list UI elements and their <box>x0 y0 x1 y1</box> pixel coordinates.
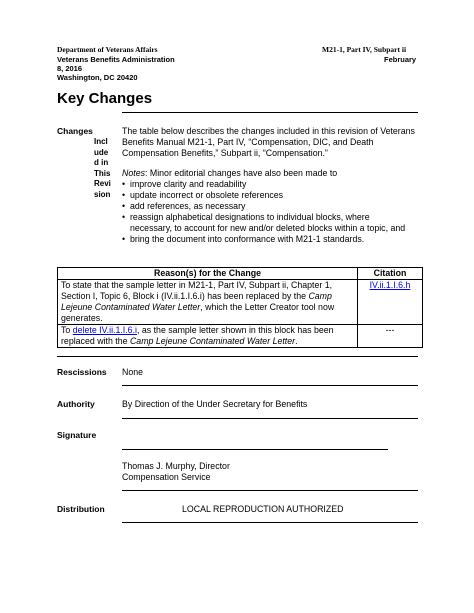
list-item: • add references, as necessary <box>122 201 410 212</box>
column-header-citation: Citation <box>358 268 423 280</box>
notes-text: : Minor editorial changes have also been made to <box>144 168 338 178</box>
changes-intro: The table below describes the changes included in this revision of Veterans Benefits Manual M21-1, Part IV, “Compensation, DIC, and Death Compensation Benefits,” Subpart ii, “Compensation.” <box>122 126 415 158</box>
authority-value: By Direction of the Under Secretary for Benefits <box>122 399 308 409</box>
title-rule <box>122 112 418 113</box>
notes-label: Notes <box>122 168 145 178</box>
page-title: Key Changes <box>57 90 153 107</box>
reason-text: , which the Letter Creator tool now generates. <box>61 302 335 323</box>
rescissions-label: Rescissions <box>57 367 107 377</box>
distribution-value: LOCAL REPRODUCTION AUTHORIZED <box>182 504 344 514</box>
changes-label: Changes <box>57 126 93 136</box>
header-date-line2: 8, 2016 <box>57 64 83 73</box>
delete-link[interactable]: delete IV.ii.1.I.6.i <box>72 325 137 335</box>
reason-cell <box>58 325 358 348</box>
reason-text: , as the sample letter shown in this block has been replaced with the <box>61 325 334 346</box>
section-rule <box>57 356 418 357</box>
section-rule <box>122 385 418 386</box>
section-rule <box>122 418 418 419</box>
sublabel-line: Incl <box>94 137 108 146</box>
citation-link[interactable]: IV.ii.1.I.6.h <box>369 280 411 290</box>
changes-sublabel <box>94 137 118 200</box>
header-admin: Veterans Benefits Administration <box>57 55 175 64</box>
sublabel-line: ude <box>94 147 109 157</box>
reason-text: To <box>61 325 73 335</box>
header-dept: Department of Veterans Affairs <box>57 45 158 54</box>
signature-label: Signature <box>57 430 97 440</box>
column-header-reason: Reason(s) for the Change <box>58 268 358 280</box>
table-header-row <box>58 268 423 280</box>
header-manual-ref: M21-1, Part IV, Subpart ii <box>322 45 407 54</box>
table-row <box>58 325 423 348</box>
signature-line <box>122 449 388 450</box>
reason-text-italic: Camp Lejeune Contaminated Water Letter <box>129 336 296 346</box>
changes-notes <box>122 168 420 179</box>
reason-text: To state that the sample letter in M21-1, Part IV, Subpart ii, Chapter 1, Section I, Topic 6, Block i (IV.ii.1.I.6.i) has been replaced by the <box>61 280 333 301</box>
section-rule <box>122 490 418 491</box>
list-item: • improve clarity and readability <box>122 179 410 190</box>
changes-table <box>57 267 423 348</box>
changes-bullet-list <box>122 179 410 245</box>
reason-text: . <box>295 336 298 346</box>
reason-text-italic: Camp Lejeune Contaminated Water Letter <box>61 291 332 312</box>
citation-cell <box>358 280 423 325</box>
sublabel-line: sion <box>94 189 111 199</box>
section-rule <box>122 522 418 523</box>
citation-cell: --- <box>358 325 423 348</box>
sublabel-line: This <box>94 168 111 178</box>
sublabel-line: d in <box>94 158 109 167</box>
sublabel-line: Revi <box>94 179 111 188</box>
reason-cell <box>58 280 358 325</box>
distribution-label: Distribution <box>57 504 105 514</box>
signatory-office: Compensation Service <box>122 472 211 482</box>
header-address: Washington, DC 20420 <box>57 73 138 82</box>
table-row <box>58 280 423 325</box>
authority-label: Authority <box>57 399 95 409</box>
signatory-name: Thomas J. Murphy, Director <box>122 461 230 471</box>
list-item: • bring the document into conformance with M21-1 standards. <box>122 234 410 245</box>
list-item: • reassign alphabetical designations to individual blocks, where necessary, to account for new and/or deleted blocks within a topic, and <box>122 212 410 234</box>
list-item: • update incorrect or obsolete references <box>122 190 410 201</box>
header-date-line1: February <box>384 55 417 64</box>
rescissions-value: None <box>122 367 144 377</box>
